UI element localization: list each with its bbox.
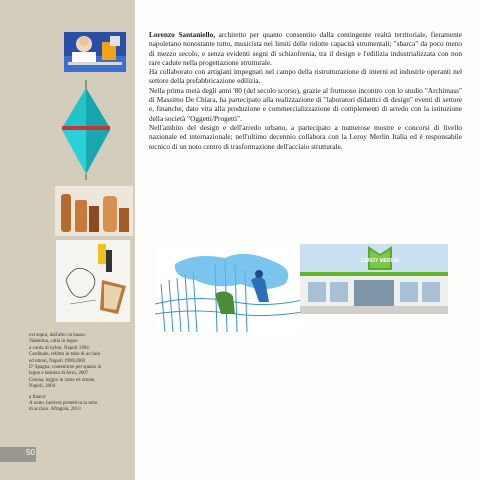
- caption-line: legno e lamiera di ferro, 2007: [29, 371, 89, 377]
- cradle-image: [56, 80, 116, 180]
- image-caption: [29, 333, 129, 414]
- paragraph-1-text: architetto per quanto consentito dalla contingente realtà territoriale, fieramente napoletano nonostante tutto, musicista nei limiti delle ridotte capacità strumentali; "sbarca" da poco meno di mezzo secolo, e senza evidenti segni di schizofrenia, tra il design e l'edilizia industrializzata con non rare cadute nella progettazione strutturale.: [149, 30, 462, 67]
- page-number: 50: [26, 448, 35, 457]
- caption-line: ed ottoni, Napoli 1990/2002: [29, 358, 86, 364]
- barrier-illustration: [155, 244, 303, 334]
- paragraph-2: Ha collaborato con artigiani impegnati nel campo della ristrutturazione di interni ed industrie operanti nel settore della prefabbricazione edilizia.: [149, 67, 462, 86]
- caption-line: A notte, barriera protettiva in tubo: [29, 401, 98, 407]
- store-sign: LEROY MERLIN: [361, 258, 399, 264]
- paragraph-1: [149, 30, 462, 67]
- copper-objects-image: [55, 186, 133, 236]
- caption-line: di acciaio. Afragola, 2013: [29, 407, 81, 413]
- paragraph-4: Nell'ambito del design e dell'arredo urbano, a partecipato a numerose mostre e concorsi di livello nazionale ed internazionale; nell'ultimo decennio collabora con la Leroy Merlin Italia ed è responsabile tecnico di un noto centro di trasformazione dell'acciaio strutturale.: [149, 122, 462, 151]
- caption-line: Valentina, culla in legno: [29, 339, 78, 345]
- store-photo: [300, 244, 448, 314]
- caption-line: a fianco:: [29, 394, 47, 400]
- photo-collage: [64, 32, 126, 72]
- caption-line: a corda di nylon, Napoli 1994: [29, 345, 89, 351]
- sketches-image: [56, 240, 130, 322]
- caption-line: Cardinale, reliitto in tubo di acciaio: [29, 352, 101, 358]
- caption-line: D' Spagna, contenitore per spazio in: [29, 365, 102, 371]
- paragraph-3: Nella prima metà degli anni '80 (del secolo scorso), grazie al fruttuoso incontro con lo studio "Archimass" di Massimo De Chiara, ha partecipato alla realizzazione di "laboratori didattici di design" eventi di settore e, finanche, dato vita alla produzione e commercializzazione di complementi di arredo con la istituzione della società "Oggetti/Progetti".: [149, 85, 462, 123]
- caption-line: Cetona, leggio in rame ed ottone,: [29, 377, 96, 383]
- author-name: Lorenzo Santaniello,: [149, 30, 216, 39]
- caption-line: ext sopra, dall'alto: in basso:: [29, 333, 86, 338]
- body-text: [149, 30, 462, 151]
- caption-line: Napoli, 2004: [29, 384, 56, 390]
